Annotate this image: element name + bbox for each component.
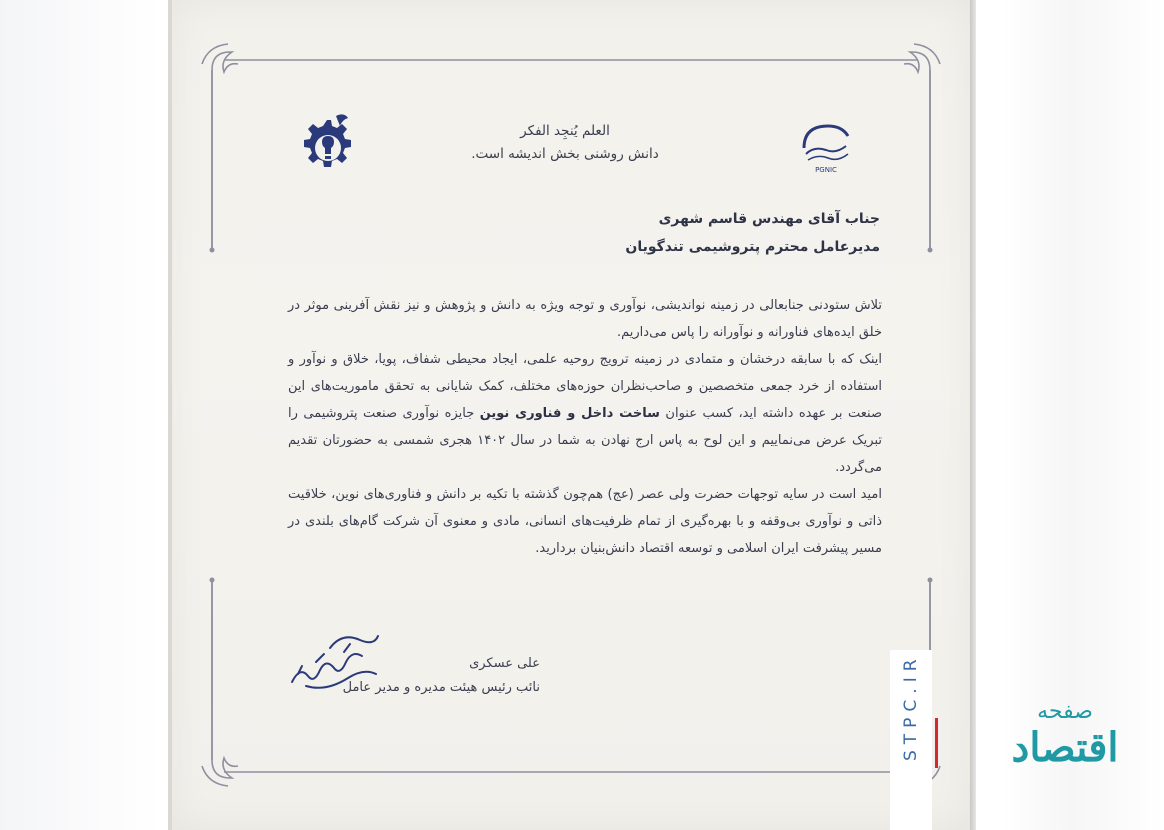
paragraph-3: امید است در سایه توجهات حضرت ولی عصر (عج) هم‌چون گذشته با تکیه بر دانش و فناوری‌های نوین، خلاقیت ذاتی و نوآوری بی‌وقفه و با بهره‌گیری از تمام ظرفیت‌های انسانی، مادی و معنوی آن شرکت گام‌های بلندی در مسیر پیشرفت ایران اسلامی و توسعه اقتصاد دانش‌بنیان بردارید. [288,487,882,556]
paragraph-1: تلاش ستودنی جنابعالی در زمینه نواندیشی، نوآوری و توجه ویژه به دانش و پژوهش و نیز نقش آفرینی موثر در خلق ایده‌های فناورانه و نوآورانه را پاس می‌داریم. [288,298,882,340]
award-title: ساخت داخل و فناوری نوین [479,406,660,421]
brand-line-2: اقتصاد [1011,724,1119,771]
paragraph-2-start: اینک که با سابقه درخشان و متمادی در زمینه ترویج روحیه علمی، ایجاد محیطی شفاف، پویا، خلاق و نوآور و استفاده از خرد جمعی متخصصین و صاحب‌نظران حوزه‌های مختلف، کمک شایانی به تحقق ماموریت‌های این صنعت بر عهده داشته اید، کسب عنوان [288,352,882,421]
motto-persian: دانش روشنی بخش اندیشه است. [471,146,659,162]
gear-head-bulb-icon [296,112,358,190]
signer-role: نائب رئیس هیئت مدیره و مدیر عامل [342,680,540,695]
recipient-name: جناب آقای مهندس قاسم شهری [658,211,880,227]
recipient-block [520,205,880,261]
paragraph-2-end: جایزه نوآوری صنعت پتروشیمی را تبریک عرض می‌نماییم و این لوح به پاس ارج نهادن به شما در سال ۱۴۰۲ هجری شمسی به حضورتان تقدیم می‌گردد. [288,406,882,475]
letter-body [288,292,882,562]
paragraph-2 [288,346,882,481]
signer-block [300,652,540,700]
motto-arabic: العلم يُنجِد الفکر [520,123,610,139]
signer-name: علی عسکری [469,656,540,671]
company-logo [796,120,856,180]
recipient-title: مدیرعامل محترم پتروشیمی تندگویان [625,239,880,255]
brand-watermark [972,700,1158,810]
site-watermark: STPC.IR [901,653,921,761]
motto [440,120,690,166]
watermark-accent-bar [935,718,938,768]
company-logo-label: PGNIC [815,166,837,174]
brand-line-1: صفحه [1037,699,1093,724]
